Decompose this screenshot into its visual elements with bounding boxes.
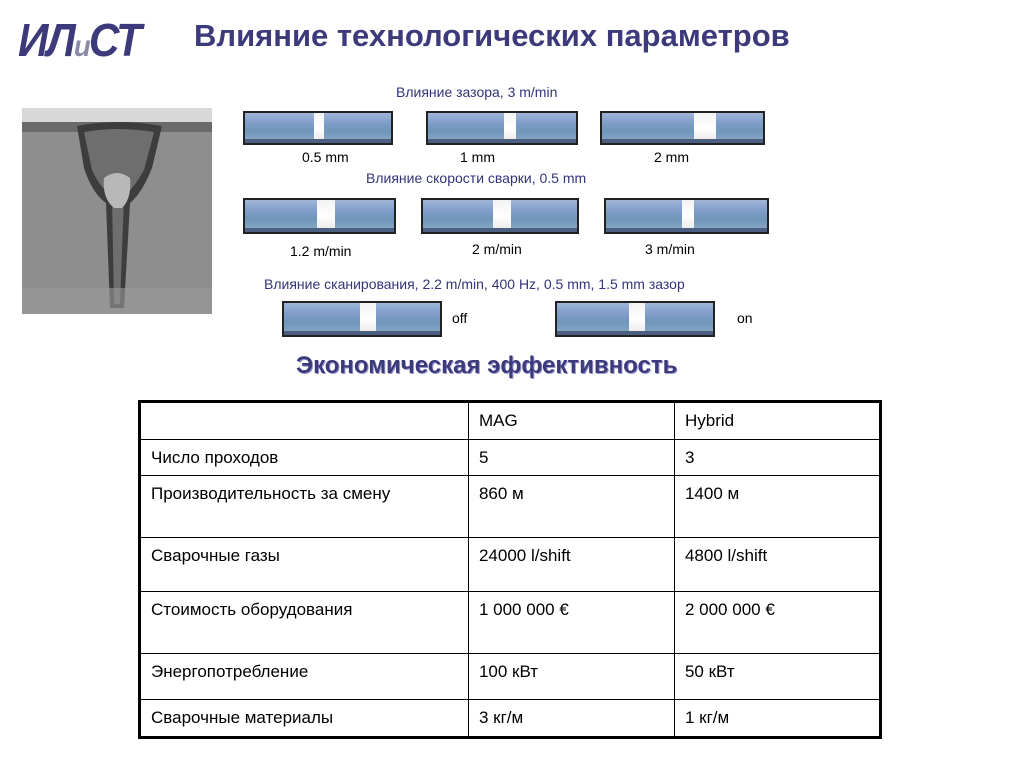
table-cell: Стоимость оборудования (140, 592, 469, 654)
speed-sample-3 (604, 198, 769, 234)
logo-part-3: СТ (88, 14, 140, 66)
gap-label-2: 1 mm (460, 149, 495, 165)
logo-part-1: ИЛ (18, 14, 74, 66)
scan-sample-on (555, 301, 715, 337)
table-cell: Производительность за смену (140, 476, 469, 538)
table-row (140, 654, 881, 700)
table-cell: 1 кг/м (674, 700, 880, 738)
speed-label-2: 2 m/min (472, 241, 522, 257)
economic-comparison-table (138, 400, 882, 739)
scan-label-off: off (452, 310, 468, 326)
speed-section-caption: Влияние скорости сварки, 0.5 mm (366, 170, 587, 186)
table-cell: 3 (674, 440, 880, 476)
table-cell: Число проходов (140, 440, 469, 476)
gap-section-caption: Влияние зазора, 3 m/min (396, 84, 558, 100)
table-row (140, 700, 881, 738)
speed-sample-2 (421, 198, 579, 234)
scan-section-caption: Влияние сканирования, 2.2 m/min, 400 Hz, 0.5 mm, 1.5 mm зазор (264, 276, 685, 292)
gap-sample-2mm (600, 111, 765, 145)
table-row (140, 538, 881, 592)
table-cell: 2 000 000 € (674, 592, 880, 654)
table-cell: 4800 l/shift (674, 538, 880, 592)
table-row (140, 440, 881, 476)
table-row (140, 476, 881, 538)
speed-label-1: 1.2 m/min (290, 243, 352, 259)
gap-sample-1mm (426, 111, 578, 145)
table-cell: 3 кг/м (468, 700, 674, 738)
table-row (140, 592, 881, 654)
table-cell: Сварочные материалы (140, 700, 469, 738)
table-header-cell: Hybrid (674, 402, 880, 440)
gap-sample-0-5mm (243, 111, 393, 145)
scan-sample-off (282, 301, 442, 337)
gap-label-1: 0.5 mm (302, 149, 349, 165)
speed-label-3: 3 m/min (645, 241, 695, 257)
economic-efficiency-title: Экономическая эффективность (296, 352, 678, 379)
table-header-cell: MAG (468, 402, 674, 440)
table-cell: 1400 м (674, 476, 880, 538)
ilist-logo (18, 12, 147, 68)
table-cell: Энергопотребление (140, 654, 469, 700)
table-header-row (140, 402, 881, 440)
table-cell: 1 000 000 € (468, 592, 674, 654)
table-cell: Сварочные газы (140, 538, 469, 592)
table-cell: 24000 l/shift (468, 538, 674, 592)
speed-sample-1-2 (243, 198, 396, 234)
table-header-cell (140, 402, 469, 440)
table-cell: 860 м (468, 476, 674, 538)
page-title: Влияние технологических параметров (194, 18, 790, 53)
table-cell: 100 кВт (468, 654, 674, 700)
logo-part-2: и (73, 30, 89, 63)
weld-cross-section-image (22, 108, 212, 314)
scan-label-on: on (737, 310, 753, 326)
table-cell: 5 (468, 440, 674, 476)
table-cell: 50 кВт (674, 654, 880, 700)
gap-label-3: 2 mm (654, 149, 689, 165)
